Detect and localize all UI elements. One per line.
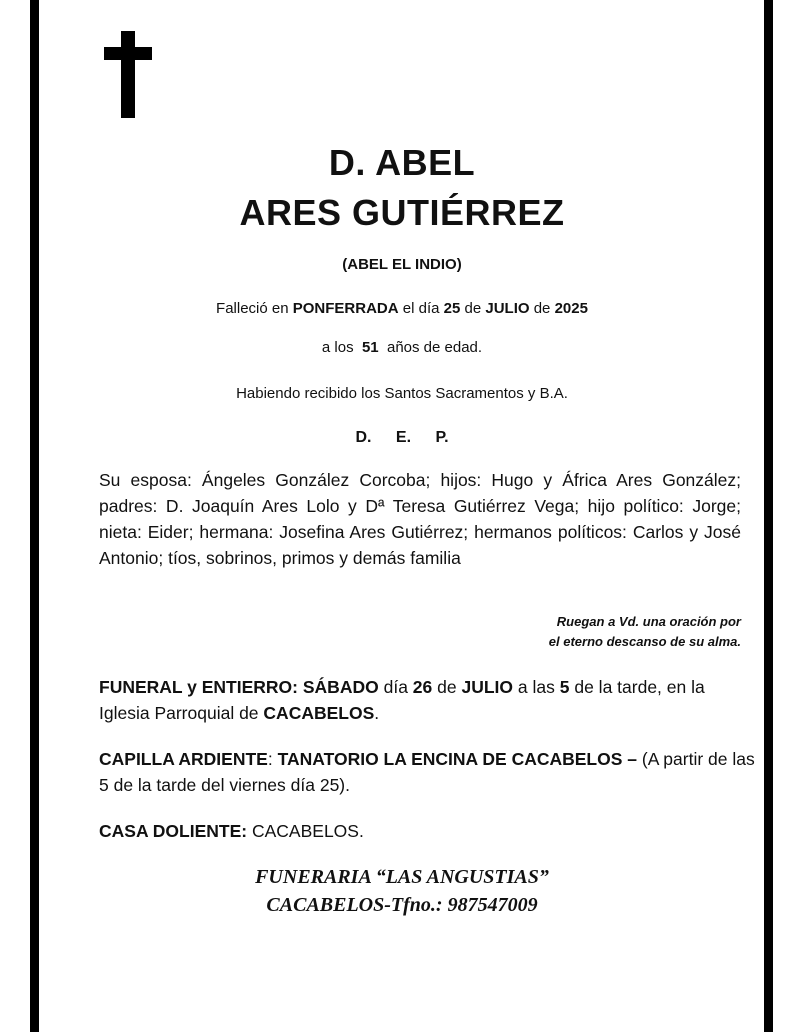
prayer-request: Ruegan a Vd. una oración por el eterno descanso de su alma. <box>548 614 741 649</box>
funeral-info: FUNERAL y ENTIERRO: SÁBADO día 26 de JULIO a las 5 de la tarde, en la Iglesia Parroquial de CACABELOS. <box>99 677 705 723</box>
death-notice: Falleció en PONFERRADA el día 25 de JULIO de 2025 <box>216 300 588 317</box>
funeral-home-phone: CACABELOS-Tfno.: 987547009 <box>266 894 538 916</box>
left-border <box>30 0 39 1032</box>
dep-line: D. E. P. <box>355 429 449 446</box>
funeral-home-name: FUNERARIA “LAS ANGUSTIAS” <box>255 866 549 888</box>
right-border <box>764 0 773 1032</box>
nickname: (ABEL EL INDIO) <box>342 256 462 273</box>
mourning-house: CASA DOLIENTE: CACABELOS. <box>99 821 364 841</box>
cross-icon <box>104 31 152 118</box>
family-list: Su esposa: Ángeles González Corcoba; hijos: Hugo y África Ares González; padres: D. Joaquín Ares Lolo y Dª Teresa Gutiérrez Vega; hijo político: Jorge; nieta: Eider; hermana: Josefina Ares Gutiérrez; hermanos políticos: Carlos y José Antonio; tíos, sobrinos, primos y demás familia <box>99 470 741 568</box>
age-line: a los 51 años de edad. <box>321 339 483 356</box>
chapel-info: CAPILLA ARDIENTE: TANATORIO LA ENCINA DE CACABELOS – (A partir de las 5 de la tarde del viernes día 25). <box>99 749 755 795</box>
deceased-name-line2: ARES GUTIÉRREZ <box>239 192 565 233</box>
sacraments-line: Habiendo recibido los Santos Sacramentos y B.A. <box>236 385 568 402</box>
deceased-name-line1: D. ABEL <box>328 142 476 183</box>
